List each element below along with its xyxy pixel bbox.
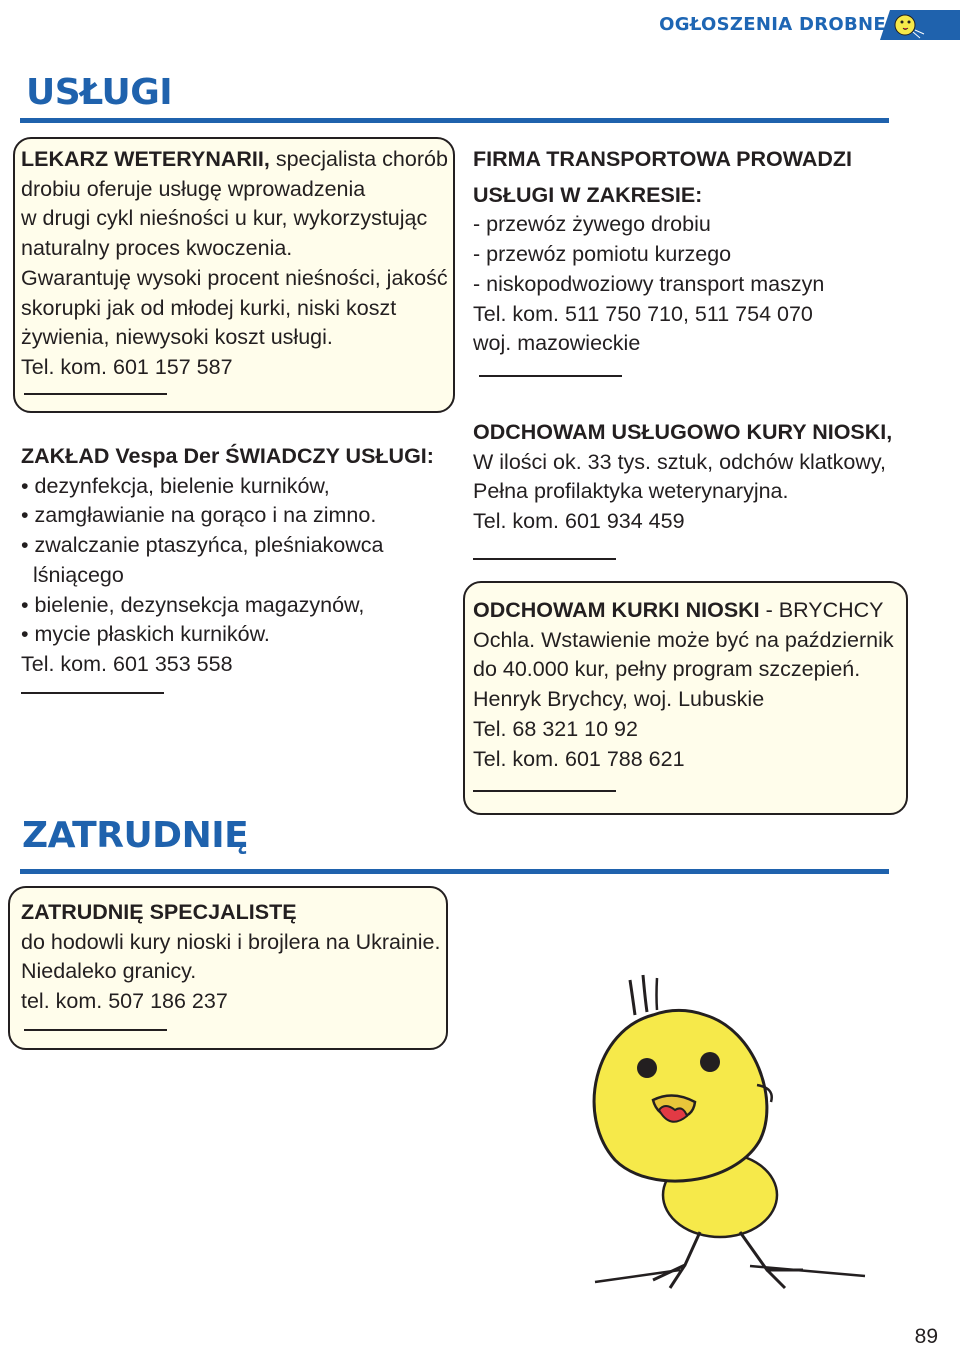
ad-bullet: • dezynfekcja, bielenie kurników, xyxy=(21,472,434,502)
ad-title: FIRMA TRANSPORTOWA PROWADZI xyxy=(473,147,853,171)
ad-transport xyxy=(473,145,852,377)
ad-text: Ochla. Wstawienie może być na październik xyxy=(473,627,894,652)
ad-vespa xyxy=(21,442,434,694)
chick-illustration xyxy=(535,970,880,1290)
ad-text: - niskopodwoziowy transport maszyn xyxy=(473,271,825,296)
ad-text: żywienia, niewysoki koszt usługi. xyxy=(21,325,333,350)
ad-separator xyxy=(24,1029,167,1031)
ad-text: drobiu oferuje usługę wprowadzenia xyxy=(21,176,366,201)
ad-phone: Tel. kom. 601 353 558 xyxy=(21,651,233,676)
ad-separator xyxy=(21,692,164,694)
ad-text: Pełna profilaktyka weterynaryjna. xyxy=(473,479,789,504)
ad-text: do hodowli kury nioski i brojlera na Ukrainie. xyxy=(21,929,441,954)
ad-phone: tel. kom. 507 186 237 xyxy=(21,989,228,1014)
ad-separator xyxy=(24,393,167,395)
ad-phone: Tel. kom. 511 750 710, 511 754 070 xyxy=(473,301,813,326)
ad-separator xyxy=(473,790,616,792)
ad-text: lśniącego xyxy=(33,562,124,587)
ad-bullet: • bielenie, dezynsekcja magazynów, xyxy=(21,591,434,621)
section-header-label: OGŁOSZENIA DROBNE xyxy=(659,14,886,35)
ad-text: - przewóz pomiotu kurzego xyxy=(473,242,732,267)
ad-text: do 40.000 kur, pełny program szczepień. xyxy=(473,657,861,682)
ad-text: Henryk Brychcy, woj. Lubuskie xyxy=(473,687,765,712)
section-rule-zatrudnie xyxy=(20,869,889,874)
ad-text: skorupki jak od młodej kurki, niski koszt xyxy=(21,295,397,320)
section-rule-uslugi xyxy=(20,118,889,123)
ad-odchowam-uslugowo xyxy=(473,418,892,560)
ad-title: ODCHOWAM USŁUGOWO KURY NIOSKI, xyxy=(473,420,893,444)
ad-title: USŁUGI W ZAKRESIE: xyxy=(473,182,703,207)
ad-bullet: • zamgławianie na gorąco i na zimno. xyxy=(21,501,434,531)
ad-phone: Tel. kom. 601 934 459 xyxy=(473,509,685,534)
ad-text: woj. mazowieckie xyxy=(473,331,641,356)
ad-lekarz xyxy=(21,145,448,395)
page-number: 89 xyxy=(914,1325,938,1348)
ad-text: naturalny proces kwoczenia. xyxy=(21,236,293,261)
ad-text: - przewóz żywego drobiu xyxy=(473,212,711,237)
ad-text: W ilości ok. 33 tys. sztuk, odchów klatkowy, xyxy=(473,449,887,474)
ad-separator xyxy=(473,558,616,560)
ad-text: Niedaleko granicy. xyxy=(21,959,197,984)
ad-title: ZAKŁAD Vespa Der ŚWIADCZY USŁUGI: xyxy=(21,444,434,468)
ad-text: specjalista chorób xyxy=(275,147,448,171)
chick-icon xyxy=(880,10,960,40)
ad-bullet: • zwalczanie ptaszyńca, pleśniakowca xyxy=(21,531,434,561)
section-title-uslugi: USŁUGI xyxy=(26,72,173,113)
section-title-zatrudnie: ZATRUDNIĘ xyxy=(22,815,249,856)
ad-bullet: • mycie płaskich kurników. xyxy=(21,620,434,650)
ad-separator xyxy=(479,375,622,377)
ad-title-suffix: - BRYCHCY xyxy=(759,598,884,622)
ad-phone: Tel. kom. 601 157 587 xyxy=(21,354,233,379)
ad-phone: Tel. 68 321 10 92 xyxy=(473,716,638,741)
ad-brychcy xyxy=(473,596,894,792)
ad-text: w drugi cykl nieśności u kur, wykorzystując xyxy=(21,206,428,231)
ad-title: LEKARZ WETERYNARII, xyxy=(21,147,270,171)
ad-title: ZATRUDNIĘ SPECJALISTĘ xyxy=(21,900,297,924)
ad-zatrudnie xyxy=(21,898,440,1031)
ad-phone: Tel. kom. 601 788 621 xyxy=(473,746,685,771)
ad-title: ODCHOWAM KURKI NIOSKI xyxy=(473,598,760,622)
ad-text: Gwarantuję wysoki procent nieśności, jakość xyxy=(21,265,448,290)
